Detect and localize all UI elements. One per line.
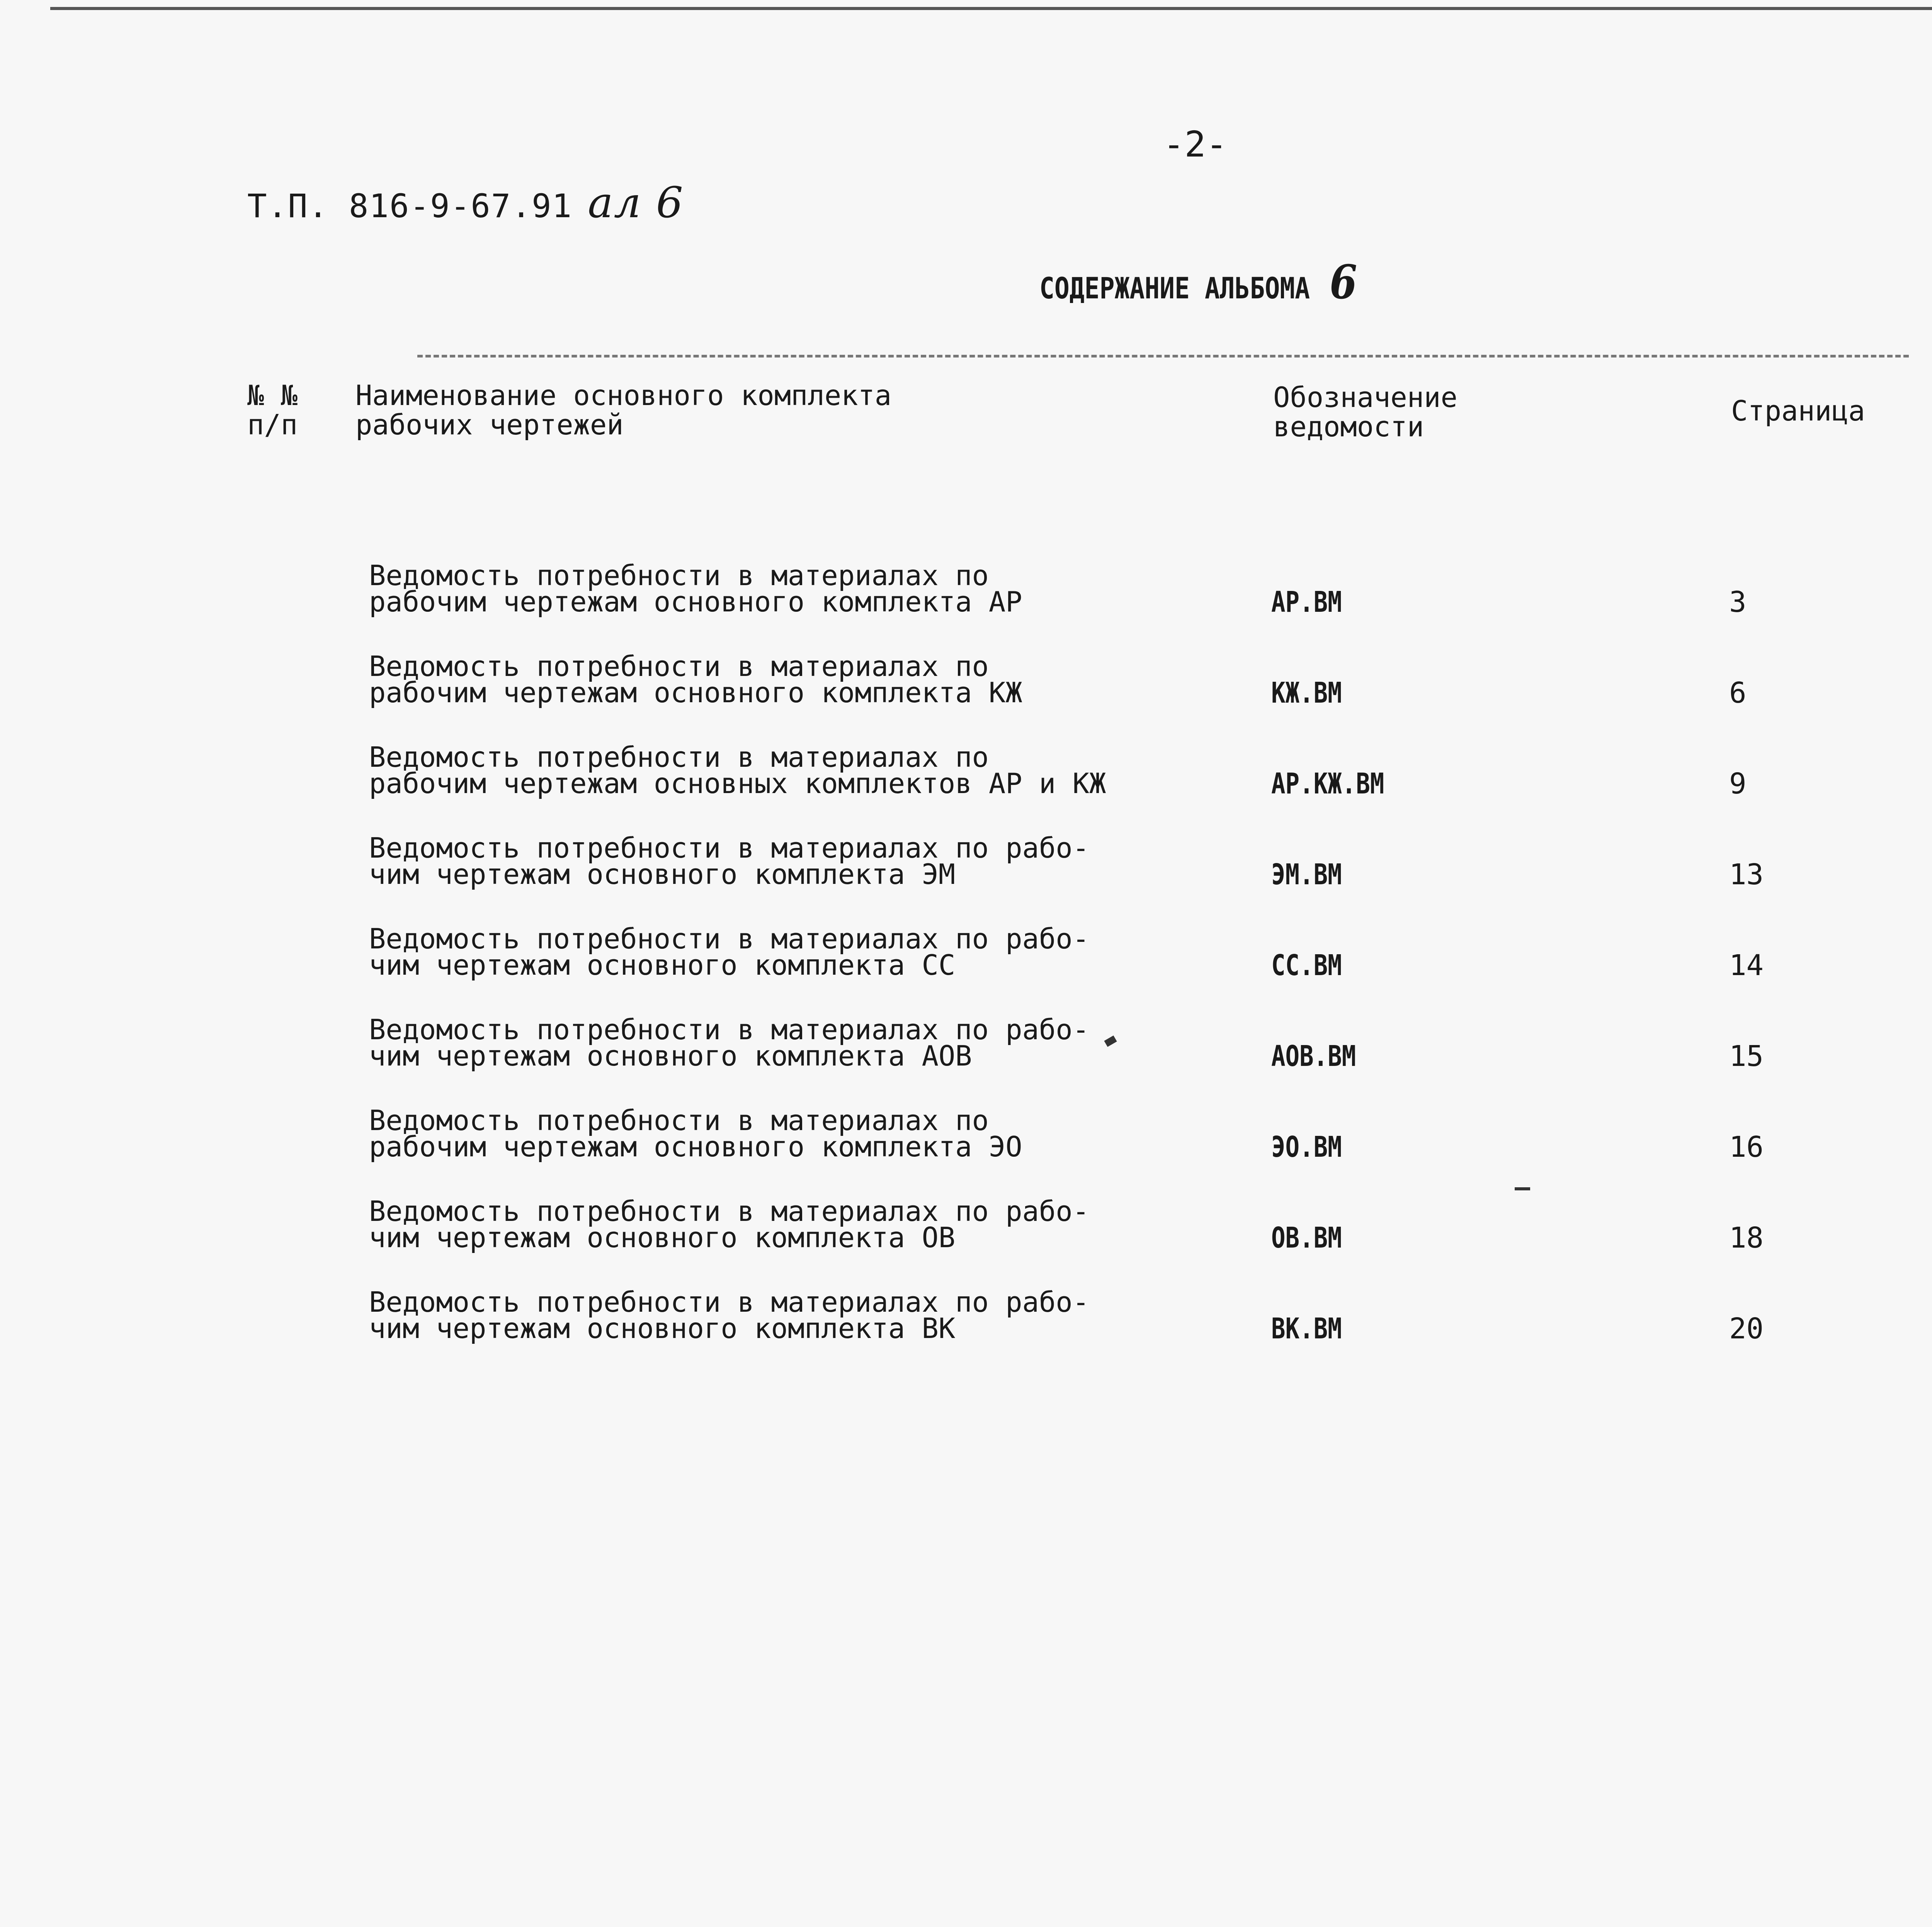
row-page: 18 [1729,1221,1764,1255]
page-title-handwritten-number: 6 [1330,255,1357,310]
row-designation: КЖ.ВМ [1271,676,1342,710]
row-designation: ВК.ВМ [1271,1312,1342,1345]
header-number: № № п/п [247,379,298,441]
row-designation: ЭО.ВМ [1271,1130,1342,1164]
row-name: Ведомость потребности в материалах по рабочим чертежам основного комплекта ЭО [369,1104,1022,1163]
page-title-text: СОДЕРЖАНИЕ АЛЬБОМА [1039,271,1310,305]
header-divider [417,355,1909,357]
row-designation: АОВ.ВМ [1271,1040,1356,1073]
row-page: 14 [1729,949,1764,982]
page-number: -2- [1163,124,1228,165]
row-designation: АР.КЖ.ВМ [1271,767,1384,800]
row-page: 6 [1729,676,1747,710]
row-page: 15 [1729,1040,1764,1073]
document-code [247,178,684,227]
row-name: Ведомость потребности в материалах по рабочим чертежам основных комплектов АР и КЖ [369,741,1106,800]
document-code-text: Т.П. 816-9-67.91 [247,187,573,225]
row-page: 20 [1729,1312,1764,1345]
row-name: Ведомость потребности в материалах по рабо- чим чертежам основного комплекта ВК [369,1286,1089,1345]
header-page: Страница [1731,395,1865,427]
row-designation: СС.ВМ [1271,949,1342,982]
ink-mark [1515,1187,1530,1190]
row-page: 3 [1729,586,1747,619]
row-name: Ведомость потребности в материалах по рабочим чертежам основного комплекта АР [369,559,1022,618]
row-name: Ведомость потребности в материалах по рабочим чертежам основного комплекта КЖ [369,650,1022,709]
row-designation: ЭМ.ВМ [1271,858,1342,891]
row-name: Ведомость потребности в материалах по рабо- чим чертежам основного комплекта СС [369,923,1089,981]
ink-mark [1104,1035,1117,1047]
header-designation: Обозначение ведомости [1273,381,1458,443]
row-name: Ведомость потребности в материалах по рабо- чим чертежам основного комплекта АОВ [369,1013,1089,1072]
row-designation: ОВ.ВМ [1271,1221,1342,1255]
row-name: Ведомость потребности в материалах по рабо- чим чертежам основного комплекта ЭМ [369,832,1089,890]
row-page: 13 [1729,858,1764,891]
header-name: Наименование основного комплекта рабочих чертежей [355,379,892,441]
album-handwritten: ал 6 [588,178,684,227]
row-page: 9 [1729,767,1747,800]
row-designation: АР.ВМ [1271,586,1342,619]
row-page: 16 [1729,1130,1764,1164]
row-name: Ведомость потребности в материалах по рабо- чим чертежам основного комплекта ОВ [369,1195,1089,1254]
page-title [1039,255,1357,310]
sheet-top-edge [50,7,1932,10]
